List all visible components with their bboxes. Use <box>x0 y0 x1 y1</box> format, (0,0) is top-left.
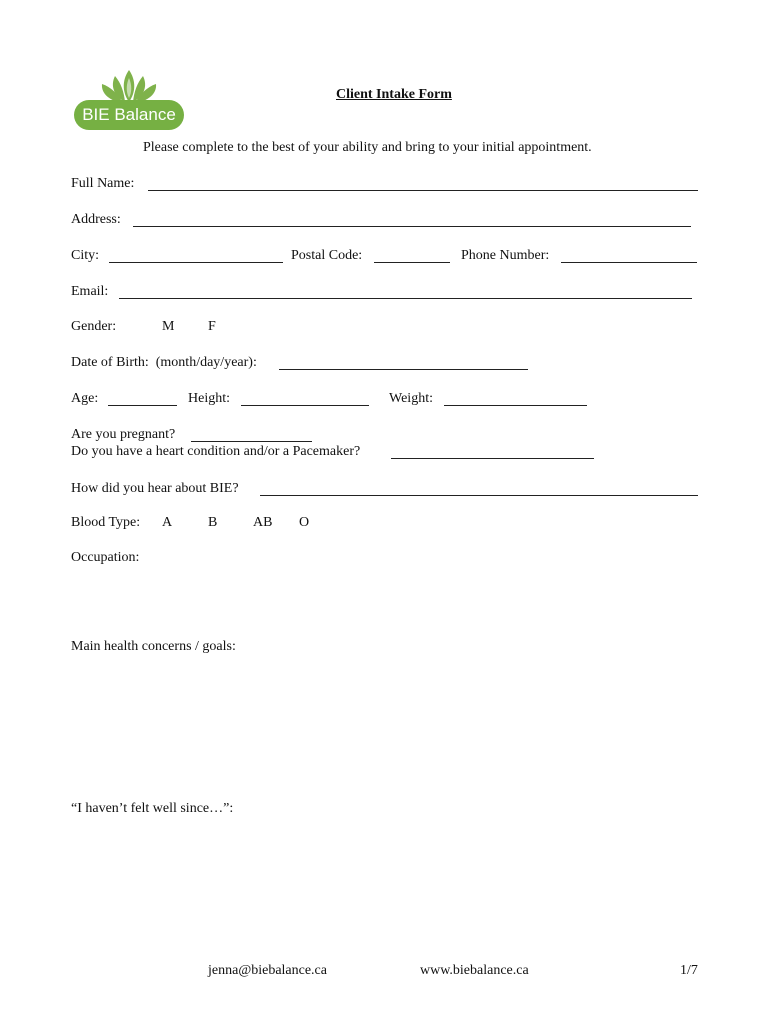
footer-page-number: 1/7 <box>680 963 698 978</box>
gender-label: Gender: <box>71 319 117 334</box>
pregnant-field[interactable] <box>191 428 312 442</box>
gender-option-f[interactable]: F <box>208 319 216 334</box>
city-field[interactable] <box>109 249 283 263</box>
dob-label: Date of Birth: (month/day/year): <box>71 355 257 370</box>
health-concerns-label: Main health concerns / goals: <box>71 639 236 654</box>
footer-website: www.biebalance.ca <box>420 963 529 978</box>
full-name-label: Full Name: <box>71 176 135 191</box>
hear-about-label: How did you hear about BIE? <box>71 481 239 496</box>
heart-condition-label: Do you have a heart condition and/or a Pacemaker? <box>71 444 361 459</box>
height-label: Height: <box>188 391 230 406</box>
height-field[interactable] <box>241 392 369 406</box>
intro-text: Please complete to the best of your ability and bring to your initial appointment. <box>143 140 592 155</box>
logo-text: BIE Balance <box>82 105 176 124</box>
postal-code-field[interactable] <box>374 249 450 263</box>
blood-type-ab[interactable]: AB <box>253 515 273 530</box>
dob-field[interactable] <box>279 356 528 370</box>
hear-about-field[interactable] <box>260 482 698 496</box>
city-label: City: <box>71 248 100 263</box>
phone-number-field[interactable] <box>561 249 697 263</box>
gender-option-m[interactable]: M <box>162 319 175 334</box>
full-name-field[interactable] <box>148 177 698 191</box>
email-field[interactable] <box>119 285 692 299</box>
weight-label: Weight: <box>389 391 433 406</box>
address-label: Address: <box>71 212 121 227</box>
phone-number-label: Phone Number: <box>461 248 550 263</box>
blood-type-a[interactable]: A <box>162 515 173 530</box>
occupation-label: Occupation: <box>71 550 140 565</box>
bie-balance-logo <box>70 66 188 134</box>
form-title: Client Intake Form <box>336 87 452 102</box>
blood-type-b[interactable]: B <box>208 515 218 530</box>
heart-condition-field[interactable] <box>391 445 594 459</box>
blood-type-o[interactable]: O <box>299 515 310 530</box>
footer-email: jenna@biebalance.ca <box>208 963 327 978</box>
email-label: Email: <box>71 284 109 299</box>
pregnant-label: Are you pregnant? <box>71 427 176 442</box>
postal-code-label: Postal Code: <box>291 248 363 263</box>
felt-well-label: “I haven’t felt well since…”: <box>71 801 234 816</box>
address-field[interactable] <box>133 213 691 227</box>
age-field[interactable] <box>108 392 177 406</box>
weight-field[interactable] <box>444 392 587 406</box>
age-label: Age: <box>71 391 99 406</box>
blood-type-label: Blood Type: <box>71 515 141 530</box>
